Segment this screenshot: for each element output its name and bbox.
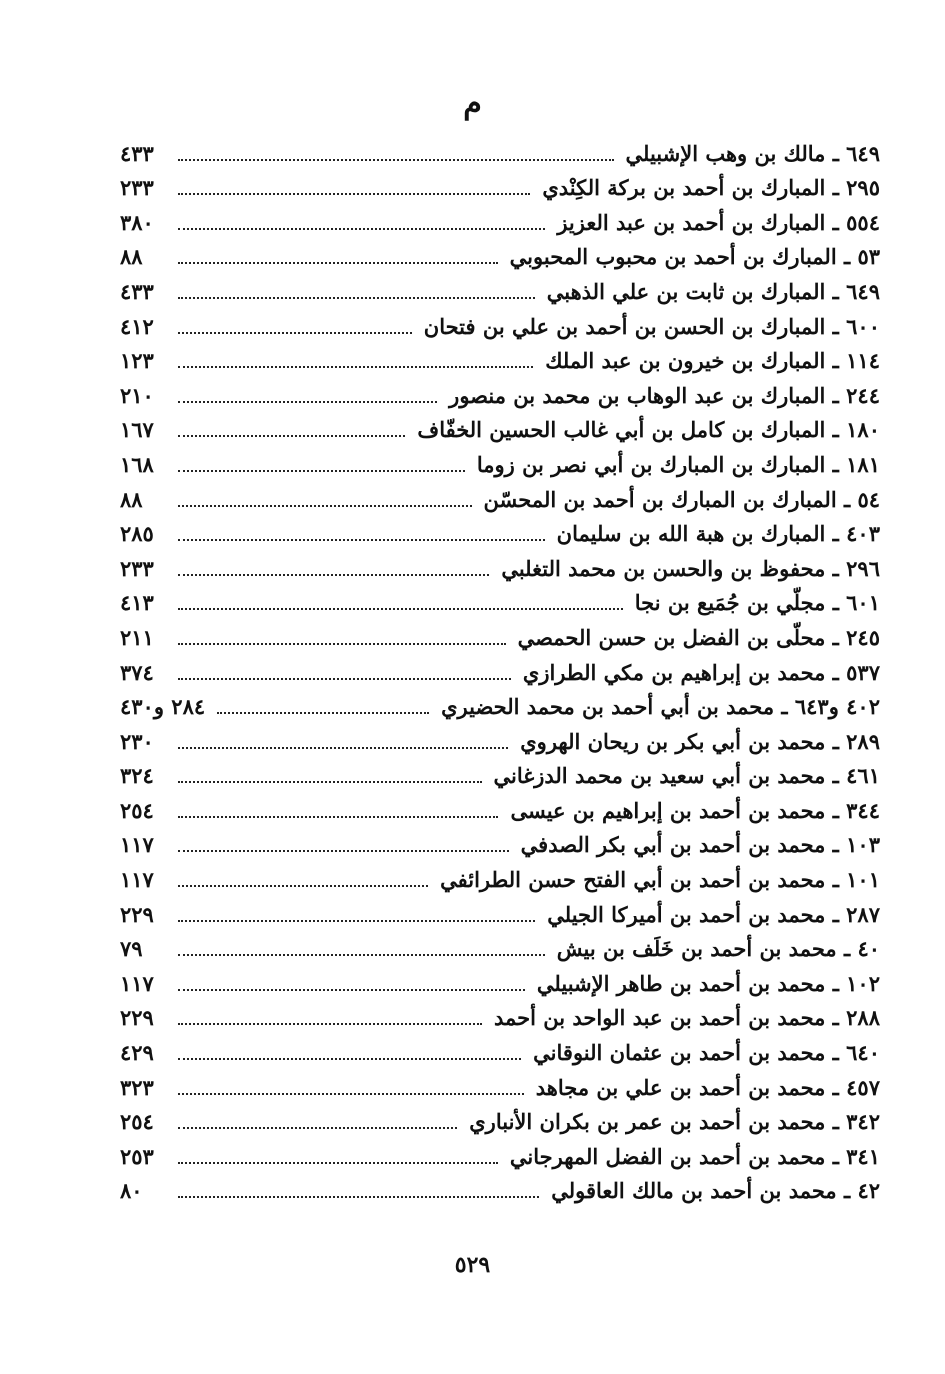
entry-page-reference: ٤٣٣: [120, 278, 154, 304]
dot-leader: [178, 332, 412, 334]
index-entry: [120, 203, 880, 238]
entry-page-reference: ٤٢٩: [120, 1040, 154, 1066]
entry-name: ٥٣ ـ المبارك بن أحمد بن محبوب المحبوبي: [509, 244, 880, 270]
index-entry: [120, 1172, 880, 1207]
entry-page-reference: ٢٢٩: [120, 1005, 154, 1031]
dot-leader: [178, 608, 623, 610]
index-entry: [120, 238, 880, 273]
entry-name: ٢٩٦ ـ محفوظ بن والحسن بن محمد التغلبي: [501, 555, 880, 581]
index-entry: [120, 584, 880, 619]
dot-leader: [178, 885, 428, 887]
entry-name: ١٠١ ـ محمد بن أحمد بن أبي الفتح حسن الطرائفي: [440, 867, 880, 893]
index-entry: [120, 445, 880, 480]
entry-page-reference: ١١٧: [120, 832, 154, 858]
entry-name: ٦٤٩ ـ مالك بن وهب الإشبيلي: [625, 140, 880, 166]
entry-page-reference: ٨٠: [120, 1178, 143, 1204]
index-entry: [120, 480, 880, 515]
entry-name: ٢٤٥ ـ محلّى بن الفضل بن حسن الحمصي: [517, 624, 880, 650]
dot-leader: [178, 539, 545, 541]
section-letter-heading: م: [463, 86, 482, 121]
dot-leader: [178, 262, 498, 264]
index-entry: [120, 411, 880, 446]
entry-name: ١٠٣ ـ محمد بن أحمد بن أبي بكر الصدفي: [520, 832, 880, 858]
dot-leader: [178, 816, 498, 818]
index-entry: [120, 1137, 880, 1172]
index-entry: [120, 860, 880, 895]
dot-leader: [178, 574, 489, 576]
index-entry: [120, 169, 880, 204]
entry-page-reference: ٢٨٥: [120, 521, 154, 547]
entry-page-reference: ١٢٣: [120, 348, 154, 374]
entry-page-reference: ٤١٢: [120, 313, 154, 339]
entry-page-reference: ٢٨٤ و٤٣٠: [120, 694, 206, 720]
entry-page-reference: ٢٣٠: [120, 728, 154, 754]
index-entry: [120, 757, 880, 792]
entry-page-reference: ١١٧: [120, 970, 154, 996]
dot-leader: [178, 159, 614, 161]
dot-leader: [178, 228, 545, 230]
entry-name: ٢٨٩ ـ محمد بن أبي بكر بن ريحان الهروي: [520, 728, 880, 754]
dot-leader: [178, 1093, 524, 1095]
index-entry: [120, 895, 880, 930]
entry-name: ٤٠ ـ محمد بن أحمد بن خَلَف بن بيش: [556, 936, 880, 962]
index-entry: [120, 1033, 880, 1068]
entry-name: ٤٠٢ و٦٤٣ ـ محمد بن أبي أحمد بن محمد الحضيري: [441, 694, 880, 720]
dot-leader: [178, 954, 545, 956]
entry-name: ١٨١ ـ المبارك بن المبارك بن أبي نصر بن زوما: [476, 451, 880, 477]
index-entry: [120, 791, 880, 826]
entry-name: ١٨٠ ـ المبارك بن كامل بن أبي غالب الحسين الخفّاف: [417, 417, 880, 443]
entry-page-reference: ٣٢٤: [120, 763, 154, 789]
entry-name: ٦٤٩ ـ المبارك بن ثابت بن علي الذهبي: [546, 278, 880, 304]
index-entry: [120, 134, 880, 169]
entry-name: ٢٩٥ ـ المبارك بن أحمد بن بركة الكِنْدي: [542, 175, 880, 201]
entry-page-reference: ٢٥٤: [120, 1109, 154, 1135]
entry-page-reference: ٤١٣: [120, 590, 154, 616]
index-entry: [120, 964, 880, 999]
entry-page-reference: ٢٥٤: [120, 797, 154, 823]
dot-leader: [178, 1162, 498, 1164]
dot-leader: [178, 470, 465, 472]
entry-page-reference: ٤٣٣: [120, 140, 154, 166]
dot-leader: [178, 643, 506, 645]
entry-name: ٦٠١ ـ مجلّي بن جُمَيع بن نجا: [634, 590, 880, 616]
dot-leader: [178, 678, 511, 680]
index-entry: [120, 826, 880, 861]
index-entry: [120, 1068, 880, 1103]
entry-name: ٥٣٧ ـ محمد بن إبراهيم بن مكي الطرازي: [522, 659, 880, 685]
entry-name: ٤٦١ ـ محمد بن أبي سعيد بن محمد الدزغاني: [493, 763, 880, 789]
dot-leader: [178, 366, 533, 368]
entry-name: ٥٥٤ ـ المبارك بن أحمد بن عبد العزيز: [557, 209, 880, 235]
entry-page-reference: ٢١٠: [120, 382, 154, 408]
entry-page-reference: ٧٩: [120, 936, 143, 962]
index-entry: [120, 307, 880, 342]
dot-leader: [178, 1127, 457, 1129]
index-entry: [120, 999, 880, 1034]
entry-page-reference: ٢٣٣: [120, 175, 154, 201]
entry-name: ٦٠٠ ـ المبارك بن الحسن بن أحمد بن علي بن فتحان: [423, 313, 880, 339]
entry-page-reference: ٣٢٣: [120, 1074, 154, 1100]
dot-leader: [178, 401, 437, 403]
index-entry: [120, 722, 880, 757]
dot-leader: [178, 435, 405, 437]
index-entry: [120, 688, 880, 723]
entry-name: ٤٠٣ ـ المبارك بن هبة الله بن سليمان: [556, 521, 880, 547]
dot-leader: [178, 1058, 521, 1060]
entry-page-reference: ٣٧٤: [120, 659, 154, 685]
index-entry: [120, 653, 880, 688]
entry-name: ٣٤٤ ـ محمد بن أحمد بن إبراهيم بن عيسى: [510, 797, 880, 823]
dot-leader: [178, 781, 482, 783]
index-entry: [120, 549, 880, 584]
dot-leader: [178, 297, 535, 299]
index-entry: [120, 515, 880, 550]
entry-page-reference: ٢٥٣: [120, 1143, 154, 1169]
index-entry: [120, 618, 880, 653]
index-entry: [120, 930, 880, 965]
entry-page-reference: ١٦٨: [120, 451, 154, 477]
entry-name: ٦٤٠ ـ محمد بن أحمد بن عثمان النوقاني: [533, 1040, 880, 1066]
entry-name: ٣٤١ ـ محمد بن أحمد بن الفضل المهرجاني: [509, 1143, 880, 1169]
dot-leader: [178, 193, 530, 195]
entry-name: ١١٤ ـ المبارك بن خيرون بن عبد الملك: [545, 348, 880, 374]
entry-page-reference: ١٦٧: [120, 417, 154, 443]
entry-page-reference: ١١٧: [120, 867, 154, 893]
dot-leader: [178, 1023, 482, 1025]
entry-name: ٤٢ ـ محمد بن أحمد بن مالك العاقولي: [551, 1178, 880, 1204]
entry-name: ٤٥٧ ـ محمد بن أحمد بن علي بن مجاهد: [535, 1074, 880, 1100]
index-entry: [120, 272, 880, 307]
entry-page-reference: ٢٢٩: [120, 901, 154, 927]
page-number: ٥٢٩: [454, 1252, 491, 1278]
entry-name: ٣٤٢ ـ محمد بن أحمد بن عمر بن بكران الأنباري: [469, 1109, 880, 1135]
index-entry: [120, 376, 880, 411]
entry-name: ٢٨٧ ـ محمد بن أحمد بن أميركا الجيلي: [547, 901, 880, 927]
entry-page-reference: ٣٨٠: [120, 209, 154, 235]
entry-page-reference: ٨٨: [120, 486, 143, 512]
index-entry: [120, 342, 880, 377]
entry-page-reference: ٨٨: [120, 244, 143, 270]
dot-leader: [178, 747, 508, 749]
entry-page-reference: ٢٣٣: [120, 555, 154, 581]
entry-page-reference: ٢١١: [120, 624, 154, 650]
entry-name: ٢٨٨ ـ محمد بن أحمد بن عبد الواحد بن أحمد: [493, 1005, 880, 1031]
entry-name: ٥٤ ـ المبارك بن المبارك بن أحمد بن المحسّن: [483, 486, 880, 512]
dot-leader: [217, 712, 429, 714]
dot-leader: [178, 1196, 539, 1198]
entry-name: ٢٤٤ ـ المبارك بن عبد الوهاب بن محمد بن منصور: [449, 382, 880, 408]
index-entry: [120, 1103, 880, 1138]
index-entry-list: [120, 134, 880, 1206]
dot-leader: [178, 920, 535, 922]
entry-name: ١٠٢ ـ محمد بن أحمد بن طاهر الإشبيلي: [536, 970, 880, 996]
dot-leader: [178, 505, 472, 507]
dot-leader: [178, 850, 509, 852]
dot-leader: [178, 989, 525, 991]
